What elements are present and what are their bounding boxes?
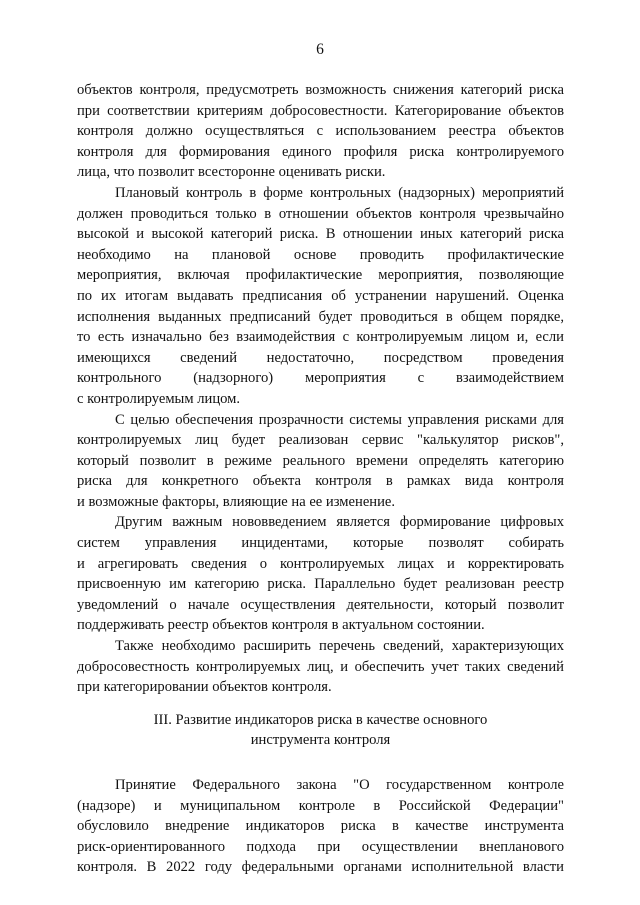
text-line: систем управления инцидентами, которые позволят собирать	[77, 535, 564, 552]
section-heading-line: инструмента контроля	[250, 732, 391, 749]
text-line: С целью обеспечения прозрачности системы управления рисками для	[115, 411, 564, 428]
text-line: и агрегировать сведения о контролируемых лицах и корректировать	[77, 555, 564, 572]
paragraph-1	[77, 80, 564, 183]
text-line: контроля должно осуществляться с использованием реестра объектов	[77, 123, 564, 140]
text-line: добросовестность контролируемых лиц, и обеспечить учет таких сведений	[77, 658, 564, 675]
text-line: присвоенную им категорию риска. Параллельно будет реализован реестр	[77, 576, 564, 593]
text-line: при соответствии критериям добросовестности. Категорирование объектов	[77, 102, 564, 119]
section-heading	[77, 710, 564, 751]
text-line: объектов контроля, предусмотреть возможность снижения категорий риска	[77, 82, 564, 98]
paragraph-6	[77, 775, 564, 878]
text-line: контроля. В 2022 году федеральными органами исполнительной власти	[77, 859, 564, 876]
section-heading-line: III. Развитие индикаторов риска в качестве основного	[153, 711, 488, 728]
text-line: (надзоре) и муниципальном контроле в Российской Федерации"	[77, 797, 564, 814]
text-line: контроля для формирования единого профиля риска контролируемого	[77, 143, 564, 160]
text-line: Другим важным нововведением является формирование цифровых	[115, 514, 564, 531]
text-line: Плановый контроль в форме контрольных (надзорных) мероприятий	[115, 184, 564, 201]
text-line: имеющихся сведений недостаточно, посредством проведения	[77, 349, 564, 366]
text-line: высокой и высокой категорий риска. В отношении иных категорий риска	[77, 226, 564, 243]
text-line: Также необходимо расширить перечень сведений, характеризующих	[115, 638, 564, 655]
text-line: исполнения выданных предписаний будет проводиться в общем порядке,	[77, 308, 564, 325]
text-line: риска для конкретного объекта контроля в рамках вида контроля	[77, 473, 564, 490]
text-line: Принятие Федерального закона "О государственном контроле	[115, 777, 564, 793]
text-line: который позволит в режиме реального времени определять категорию	[77, 452, 564, 469]
text-line: по их итогам выдавать предписания об устранении нарушений. Оценка	[77, 287, 564, 304]
text-line: контролируемых лиц будет реализован сервис "калькулятор рисков",	[77, 432, 564, 449]
text-line: с контролируемым лицом.	[77, 390, 241, 407]
paragraph-2	[77, 183, 564, 410]
text-line: лица, что позволит всесторонне оценивать риски.	[77, 164, 386, 181]
text-line: риск-ориентированного подхода при осуществлении внепланового	[77, 838, 564, 855]
page-number: 6	[316, 41, 324, 58]
text-line: поддерживать реестр объектов контроля в актуальном состоянии.	[77, 617, 485, 634]
paragraph-3	[77, 410, 564, 513]
text-line: обусловило внедрение индикаторов риска в качестве инструмента	[77, 818, 564, 835]
text-line: контрольного (надзорного) мероприятия с взаимодействием	[77, 370, 564, 387]
text-line: необходимо на плановой основе проводить профилактические	[77, 246, 564, 263]
paragraph-4	[77, 512, 564, 636]
text-line: должен проводиться только в отношении объектов контроля чрезвычайно	[77, 205, 564, 222]
text-line: и возможные факторы, влияющие на ее изменение.	[77, 493, 396, 510]
document-body	[77, 80, 564, 878]
text-line: то есть изначально без взаимодействия с контролируемым лицом и, если	[77, 329, 564, 346]
paragraph-5	[77, 636, 564, 698]
text-line: мероприятия, включая профилактические мероприятия, позволяющие	[77, 267, 564, 284]
text-line: при категорировании объектов контроля.	[77, 679, 332, 696]
text-line: уведомлений о начале осуществления деятельности, который позволит	[77, 596, 564, 613]
spacer	[77, 751, 564, 775]
spacer	[77, 698, 564, 710]
